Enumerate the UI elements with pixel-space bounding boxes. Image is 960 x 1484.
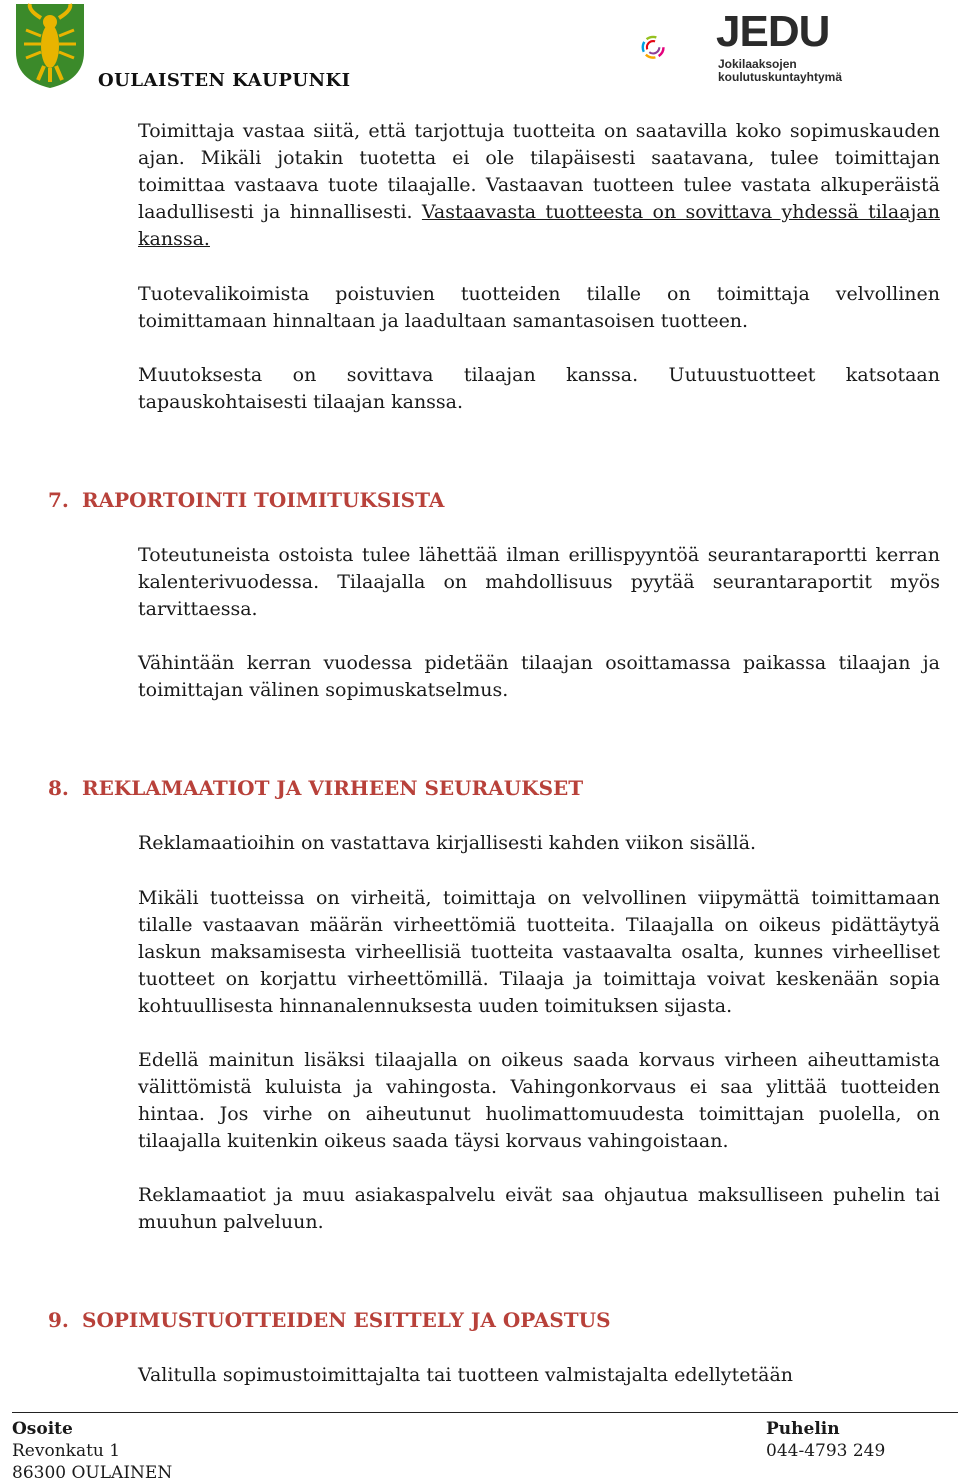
paragraph-text: Reklamaatioihin on vastattava kirjallisesti kahden viikon sisällä.: [138, 832, 757, 854]
paragraph-text: Muutoksesta on sovittava tilaajan kanssa. Uutuustuotteet katsotaan tapauskohtaisesti tilaajan kanssa.: [138, 364, 940, 413]
section-9-paragraph-1: [138, 1362, 940, 1389]
jedu-sub-line-2: koulutuskuntayhtymä: [718, 70, 843, 84]
section-8-paragraph-3: [138, 1047, 940, 1155]
intro-paragraph-1: [138, 118, 940, 253]
paragraph-text: Reklamaatiot ja muu asiakaspalvelu eivät saa ohjautua maksulliseen puhelin tai muuhun palveluun.: [138, 1184, 940, 1233]
section-8-paragraph-1: [138, 830, 940, 857]
phone-number: 044-4793 249: [766, 1441, 886, 1461]
section-number: 8.: [48, 776, 69, 800]
footer-address: [12, 1418, 172, 1484]
address-line-1: Revonkatu 1: [12, 1441, 121, 1461]
page-header: [0, 0, 960, 100]
section-number: 9.: [48, 1308, 69, 1332]
paragraph-text: Valitulla sopimustoimittajalta tai tuotteen valmistajalta edellytetään: [138, 1364, 794, 1386]
paragraph-text: Vähintään kerran vuodessa pidetään tilaajan osoittamassa paikassa tilaajan ja toimittajan välinen sopimuskatselmus.: [138, 652, 940, 701]
section-8-paragraph-2: [138, 885, 940, 1020]
intro-text: Toimittaja vastaa siitä, että tarjottuja tuotteita on saatavilla koko sopimuskauden ajan. Mikäli jotakin tuotetta ei ole tilapäisesti saatavana, tulee toimittajan toimittaa vastaava tuote tilaajalle. Vastaavan tuotteen tulee vastata alkuperäistä laadullisesti ja hinnallisesti.: [138, 120, 940, 223]
section-title: SOPIMUSTUOTTEIDEN ESITTELY JA OPASTUS: [82, 1308, 611, 1332]
intro-paragraph-3: [138, 362, 940, 416]
section-7-paragraph-2: [138, 650, 940, 704]
underlined-text: Vastaavasta tuotteesta on sovittava yhdessä tilaajan kanssa.: [138, 201, 940, 250]
oulainen-crest-icon: [14, 2, 86, 90]
address-label: Osoite: [12, 1419, 73, 1439]
phone-label: Puhelin: [766, 1419, 840, 1439]
section-title: REKLAMAATIOT JA VIRHEEN SEURAUKSET: [82, 776, 584, 800]
intro-paragraph-2: [138, 281, 940, 335]
paragraph-text: Toteutuneista ostoista tulee lähettää ilman erillispyyntöä seurantaraportti kerran kalenterivuodessa. Tilaajalla on mahdollisuus pyytää seurantaraportit myös tarvittaessa.: [138, 544, 940, 620]
section-7-heading: [48, 488, 444, 512]
jedu-sub-line-1: Jokilaaksojen: [718, 57, 797, 71]
section-9-heading: [48, 1308, 611, 1332]
section-8-heading: [48, 776, 583, 800]
section-8-paragraph-4: [138, 1182, 940, 1236]
footer-divider: [12, 1412, 958, 1413]
jedu-logo-text: JEDU: [716, 7, 830, 56]
jedu-logo-subtitle: [718, 58, 842, 84]
section-7-paragraph-1: [138, 542, 940, 623]
footer-phone: [766, 1418, 885, 1462]
organization-name: OULAISTEN KAUPUNKI: [98, 70, 351, 91]
section-number: 7.: [48, 488, 69, 512]
section-title: RAPORTOINTI TOIMITUKSISTA: [82, 488, 445, 512]
paragraph-text: Mikäli tuotteissa on virheitä, toimittaja on velvollinen viipymättä toimittamaan tilalle vastaavan määrän virheettömiä tuotteita. Tilaajalla on oikeus pidättäytyä laskun maksamisesta virheellisiä tuotteita vastaavalta osalta, kunnes virheelliset tuotteet on korjattu virheettömillä. Tilaaja ja toimittaja voivat keskenään sopia kohtuullisesta hinnanalennuksesta uuden toimituksen sijasta.: [138, 887, 940, 1017]
jedu-logo-icon: [640, 4, 716, 94]
address-line-2: 86300 OULAINEN: [12, 1463, 173, 1483]
paragraph-text: Tuotevalikoimista poistuvien tuotteiden tilalle on toimittaja velvollinen toimittamaan hinnaltaan ja laadultaan samantasoisen tuotteen.: [138, 283, 940, 332]
paragraph-text: Edellä mainitun lisäksi tilaajalla on oikeus saada korvaus virheen aiheuttamista välittömistä kuluista ja vahingosta. Vahingonkorvaus ei saa ylittää tuotteiden hintaa. Jos virhe on aiheutunut huolimattomuudesta toimittajan puolella, on tilaajalla kuitenkin oikeus saada täysi korvaus vahingoistaan.: [138, 1049, 940, 1152]
